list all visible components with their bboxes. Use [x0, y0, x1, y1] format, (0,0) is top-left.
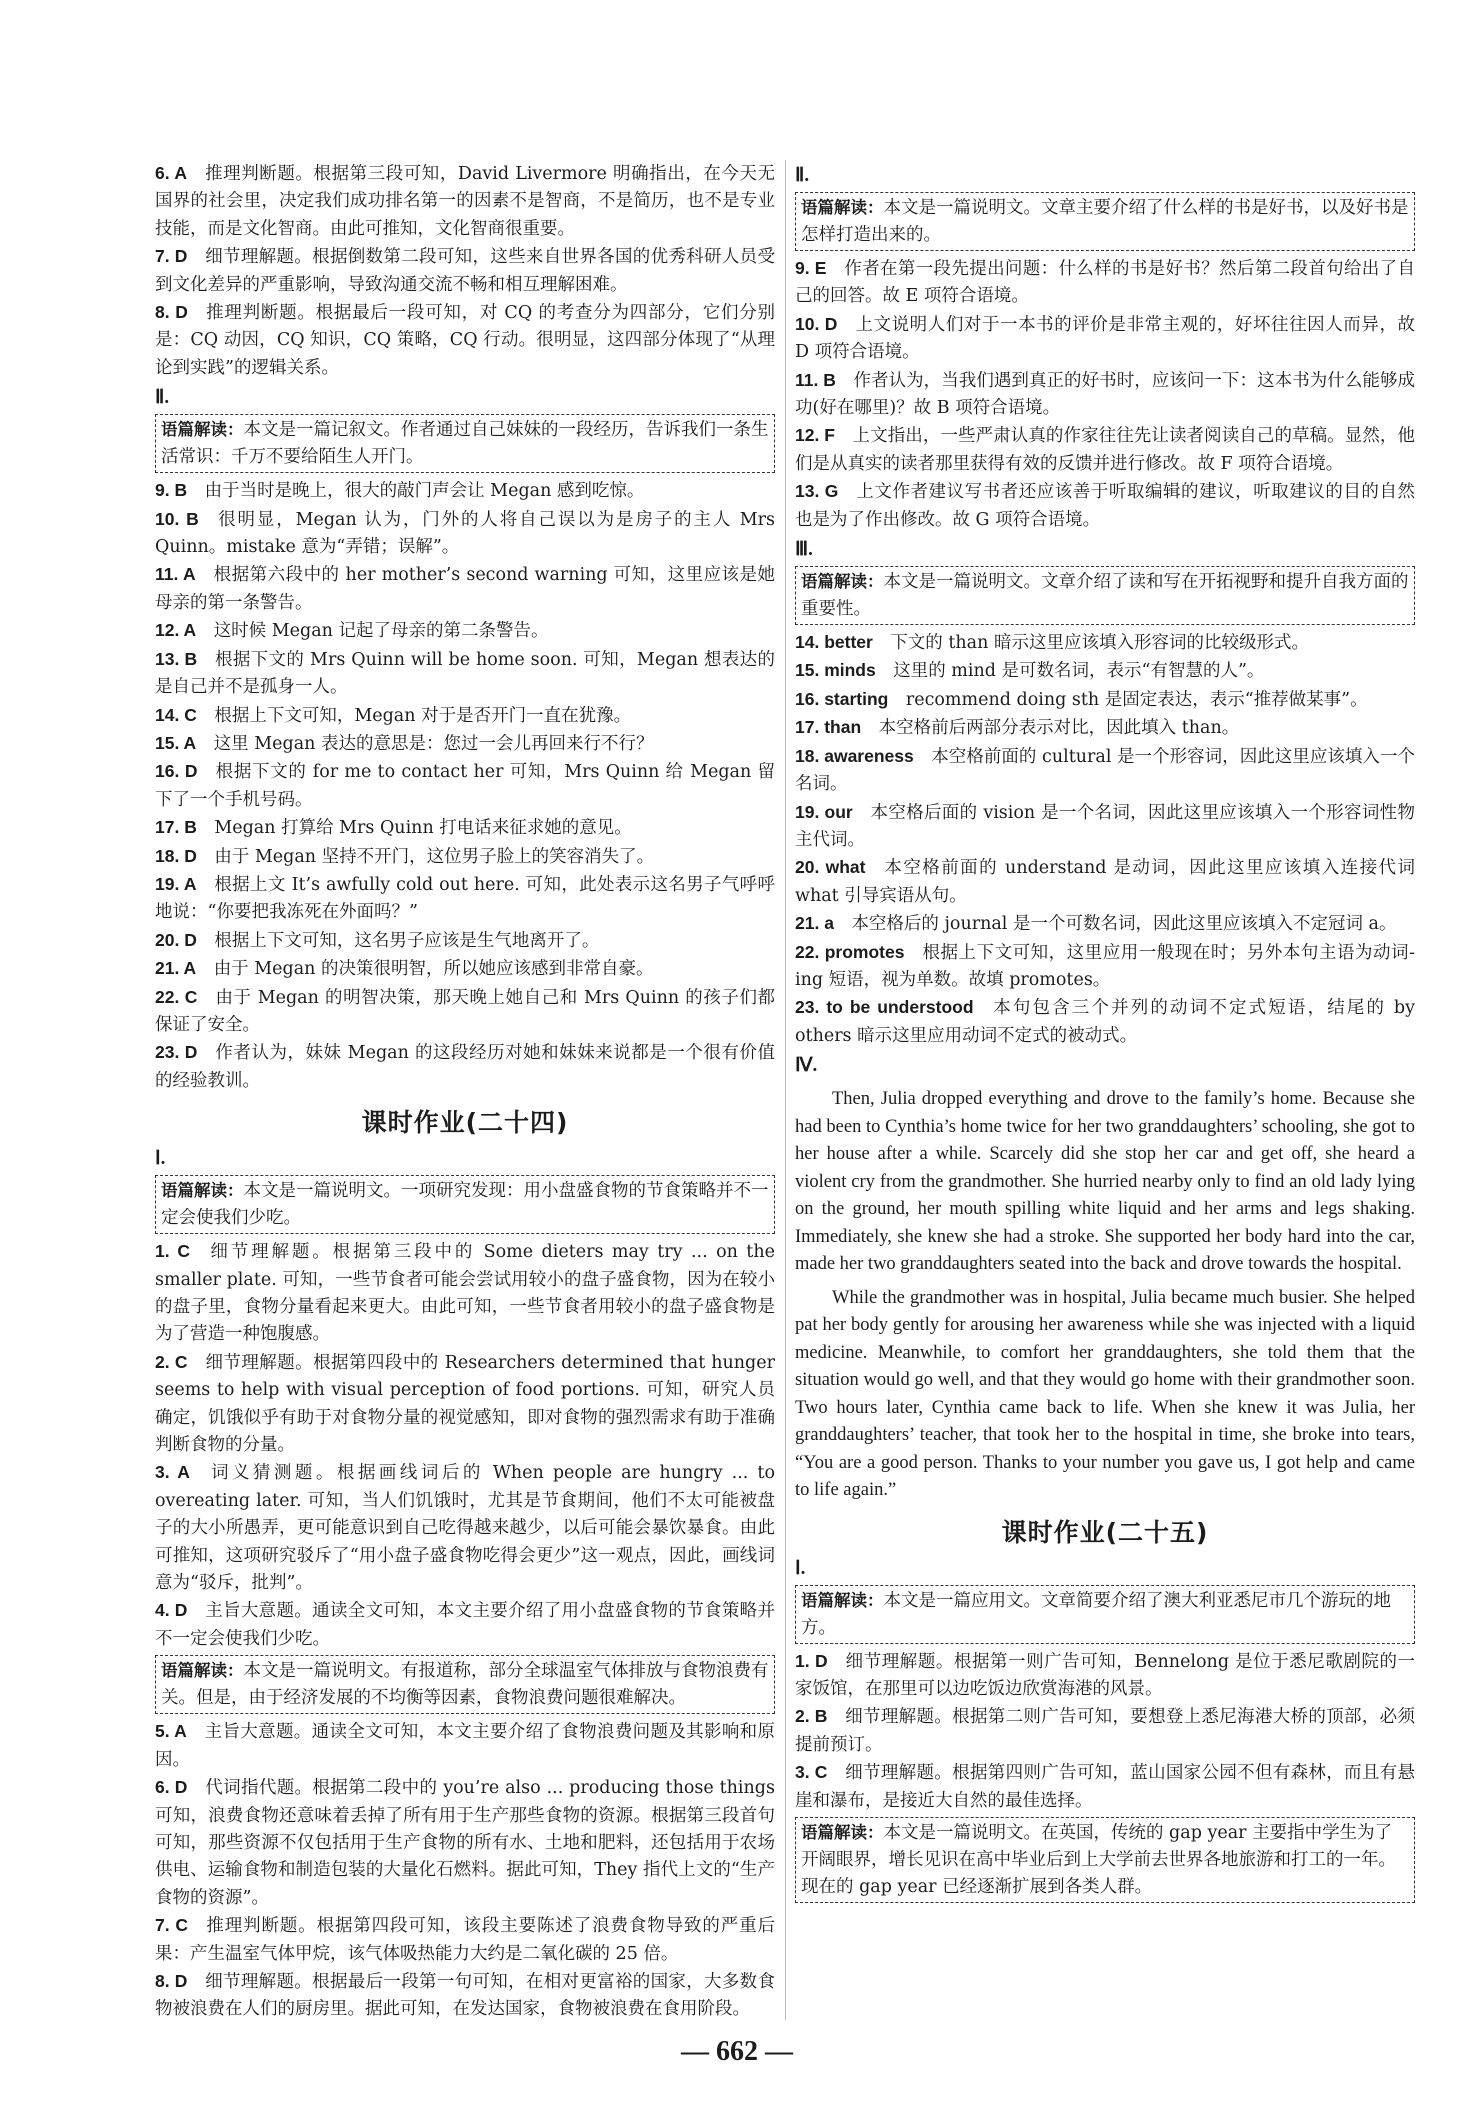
answer-item [795, 910, 1415, 938]
answer-key: 1. D [795, 1650, 828, 1671]
answer-explanation: 本空格后面的 vision 是一个名词，因此这里应该填入一个形容词性物主代词。 [795, 802, 1415, 850]
left-column [155, 160, 775, 2024]
answer-item [155, 1912, 775, 1968]
answer-explanation: 本空格前面的 understand 是动词，因此这里应该填入连接代词 what 引导宾语从句。 [795, 858, 1415, 906]
section-label: Ⅰ. [155, 1148, 166, 1170]
answer-item [155, 1774, 775, 1912]
answer-key: 14. better [795, 632, 873, 653]
answer-key: 4. D [155, 1600, 188, 1621]
answer-key: 16. D [155, 761, 198, 782]
answer-key: 19. A [155, 873, 197, 894]
answer-key: 10. B [155, 508, 199, 529]
answer-key: 6. A [155, 163, 188, 183]
answer-item [155, 955, 775, 983]
answer-explanation: 这时候 Megan 记起了母亲的第二条警告。 [213, 621, 549, 642]
answer-item [795, 478, 1415, 534]
answer-item [155, 758, 775, 814]
answer-item [795, 714, 1415, 742]
answer-explanation: 主旨大意题。通读全文可知，本文主要介绍了食物浪费问题及其影响和原因。 [155, 1722, 775, 1770]
reading-note-label: 语篇解读： [801, 1823, 884, 1843]
reading-note-label: 语篇解读： [161, 420, 244, 440]
answer-explanation: 本空格后的 journal 是一个可数名词，因此这里应该填入不定冠词 a。 [851, 914, 1397, 935]
answer-key: 2. C [155, 1351, 188, 1372]
answer-item [155, 1039, 775, 1095]
answer-item [155, 646, 775, 702]
answer-explanation: 这里的 mind 是可数名词，表示“有智慧的人”。 [893, 661, 1265, 682]
answer-explanation: 本句包含三个并列的动词不定式短语，结尾的 by others 暗示这里应用动词不定式的被动式。 [795, 998, 1415, 1046]
answer-item [795, 1759, 1415, 1815]
answer-explanation: 上文说明人们对于一本书的评价是非常主观的，好坏往往因人而异，故 D 项符合语境。 [795, 314, 1416, 363]
answer-item [795, 422, 1415, 478]
answer-key: 18. D [155, 845, 197, 866]
reading-note-text: 本文是一篇说明文。一项研究发现：用小盘盛食物的节食策略并不一定会使我们少吃。 [161, 1181, 769, 1229]
answer-key: 2. B [795, 1706, 828, 1727]
answer-item [155, 1718, 775, 1774]
answer-item [155, 299, 775, 382]
answer-item [155, 984, 775, 1040]
reading-note [155, 414, 775, 473]
answer-key: 6. D [155, 1777, 188, 1798]
answer-key: 17. than [795, 717, 862, 738]
answer-key: 21. A [155, 958, 197, 979]
answer-item [155, 243, 775, 299]
answer-explanation: 由于当时是晚上，很大的敲门声会让 Megan 感到吃惊。 [204, 481, 645, 502]
reading-note-text: 本文是一篇说明文。在英国，传统的 gap year 主要指中学生为了开阔眼界，增长见识在高中毕业后到上大学前去世界各地旅游和打工的一年。现在的 gap year 已经逐渐扩展到各类人群。 [801, 1823, 1396, 1898]
answer-key: 3. A [155, 1462, 190, 1483]
answer-explanation: 主旨大意题。通读全文可知，本文主要介绍了用小盘盛食物的节食策略并不一定会使我们少吃。 [155, 1601, 775, 1649]
answer-item [155, 730, 775, 758]
answer-key: 20. what [795, 857, 866, 878]
answer-explanation: 根据下文的 for me to contact her 可知，Mrs Quinn 给 Megan 留下了一个手机号码。 [155, 762, 775, 810]
answer-item [155, 1238, 775, 1349]
answer-key: 13. G [795, 481, 839, 502]
answer-item [795, 311, 1415, 367]
answer-explanation: 很明显，Megan 认为，门外的人将自己误以为是房子的主人 Mrs Quinn。mistake 意为“弄错；误解”。 [155, 509, 775, 558]
answer-item [155, 617, 775, 645]
answer-item [795, 629, 1415, 657]
answer-item [155, 1459, 775, 1597]
section-label: Ⅳ. [795, 1055, 818, 1077]
answer-item [795, 854, 1415, 910]
answer-key: 18. awareness [795, 745, 914, 766]
reading-note [795, 566, 1415, 625]
answer-key: 15. A [155, 732, 197, 753]
answer-explanation: 本空格前后两部分表示对比，因此填入 than。 [878, 718, 1240, 739]
answer-key: 11. A [155, 564, 196, 585]
answer-list [795, 1648, 1415, 1815]
answer-item [795, 657, 1415, 685]
answer-list [795, 629, 1415, 1050]
answer-item [155, 843, 775, 871]
answer-explanation: 细节理解题。根据第二则广告可知，要想登上悉尼海港大桥的顶部，必须提前预订。 [795, 1707, 1415, 1755]
answer-explanation: 作者认为，当我们遇到真正的好书时，应该问一下：这本书为什么能够成功(好在哪里)？故 B 项符合语境。 [795, 370, 1415, 419]
section-label: Ⅱ. [155, 387, 170, 409]
answer-item [795, 1648, 1415, 1704]
answer-list [155, 477, 775, 1095]
lesson-heading: 课时作业(二十五) [1001, 1517, 1209, 1547]
answer-key: 8. D [155, 302, 188, 323]
answer-explanation: 细节理解题。根据第一则广告可知，Bennelong 是位于悉尼歌剧院的一家饭馆，在那里可以边吃饭边欣赏海港的风景。 [795, 1651, 1415, 1700]
answer-explanation: 代词指代题。根据第二段中的 you’re also ... producing those things 可知，浪费食物还意味着丢掉了所有用于生产那些食物的资源。根据第三段首句可知，那些资源不仅包括用于生产食物的所有水、土地和肥料，还包括用于农场供电、运输食物和制造包装的大量化石燃料。据此可知，They 指代上文的“生产食物的资源”。 [155, 1778, 775, 1908]
answer-item [155, 1349, 775, 1460]
answer-key: 11. B [795, 369, 836, 390]
answer-item [155, 160, 775, 243]
answer-item [795, 1703, 1415, 1759]
answer-explanation: 根据第六段中的 her mother’s second warning 可知，这里应该是她母亲的第一条警告。 [155, 565, 775, 613]
answer-item [155, 814, 775, 842]
answer-explanation: 细节理解题。根据第四段中的 Researchers determined that hunger seems to help with visual perception of food portions. 可知，研究人员确定，饥饿似乎有助于对食物分量的视觉感知，即对食物的强烈需求有助于准确判断食物的分量。 [155, 1352, 775, 1456]
answer-explanation: 词义猜测题。根据画线词后的 When people are hungry ... to overeating later. 可知，当人们饥饿时，尤其是节食期间，他们不太可能被盘子的大小所愚弄，更可能意识到自己吃得越来越少，以后可能会暴饮暴食。由此可推知，这项研究驳斥了“用小盘子盛食物吃得会更少”这一观点，因此，画线词意为“驳斥，批判”。 [155, 1463, 775, 1594]
answer-key: 22. promotes [795, 941, 905, 962]
section-label: Ⅰ. [795, 1557, 806, 1579]
reading-note-text: 本文是一篇记叙文。作者通过自己妹妹的一段经历，告诉我们一条生活常识：千万不要给陌生人开门。 [161, 420, 769, 468]
answer-key: 20. D [155, 929, 197, 950]
answer-key: 19. our [795, 801, 853, 822]
page-number: — 662 — [681, 2036, 793, 2067]
answer-explanation: 上文作者建议写书者还应该善于听取编辑的建议，听取建议的目的自然也是为了作出修改。故 G 项符合语境。 [795, 482, 1415, 530]
answer-key: 8. D [155, 1970, 188, 1991]
answer-explanation: 作者在第一段先提出问题：什么样的书是好书？然后第二段首句给出了自己的回答。故 E 项符合语境。 [795, 259, 1415, 307]
answer-item [795, 743, 1415, 799]
answer-key: 23. D [155, 1042, 198, 1063]
answer-key: 7. C [155, 1915, 188, 1936]
answer-key: 14. C [155, 704, 197, 725]
continuation-paragraph: Then, Julia dropped everything and drove to the family’s home. Because she had been to Cynthia’s home twice for her two granddaughters’ schooling, she got to her house after a while. Scarcely did she stop her car and get off, she heard a violent cry from the grandmother. She hurried nearby only to find an old lady lying on the ground, her mouth spilling white liquid and her arms and legs shaking. Immediately, she knew she had a stroke. She supported her body hard into the car, made her two granddaughters seated into the back and drove towards the hospital. [795, 1089, 1415, 1275]
answer-key: 12. F [795, 425, 835, 446]
answer-explanation: 细节理解题。根据最后一段第一句可知，在相对更富裕的国家，大多数食物被浪费在人们的厨房里。据此可知，在发达国家，食物被浪费在食用阶段。 [155, 1971, 775, 2020]
answer-explanation: 由于 Megan 的决策很明智，所以她应该感到非常自豪。 [213, 959, 654, 980]
answer-explanation: 根据上文 It’s awfully cold out here. 可知，此处表示这名男子气呼呼地说：“你要把我冻死在外面吗？” [155, 874, 775, 923]
answer-item [795, 939, 1415, 995]
answer-key: 17. B [155, 817, 197, 838]
reading-note-text: 本文是一篇说明文。文章主要介绍了什么样的书是好书，以及好书是怎样打造出来的。 [801, 198, 1409, 245]
reading-note-label: 语篇解读： [801, 572, 884, 592]
answer-key: 7. D [155, 246, 188, 267]
reading-note [795, 1585, 1415, 1644]
answer-explanation: 根据上下文可知，这里应用一般现在时；另外本句主语为动词-ing 短语，视为单数。故填 promotes。 [795, 942, 1415, 990]
right-column [795, 160, 1415, 1907]
answer-key: 13. B [155, 648, 198, 669]
answer-explanation: 这里 Megan 表达的意思是：您过一会儿再回来行不行？ [213, 733, 654, 754]
lesson-heading: 课时作业(二十四) [361, 1108, 569, 1138]
answer-list [795, 255, 1415, 534]
section-label: Ⅲ. [795, 539, 813, 561]
answer-key: 12. A [155, 620, 197, 641]
answer-item [155, 871, 775, 927]
answer-item [155, 702, 775, 730]
answer-item [155, 561, 775, 617]
answer-key: 10. D [795, 313, 838, 334]
answer-item [795, 367, 1415, 423]
answer-item [795, 799, 1415, 855]
answer-explanation: 由于 Megan 坚持不开门，这位男子脸上的笑容消失了。 [214, 846, 655, 867]
answer-explanation: 由于 Megan 的明智决策，那天晚上她自己和 Mrs Quinn 的孩子们都保证了安全。 [155, 987, 776, 1035]
answer-explanation: 细节理解题。根据倒数第二段可知，这些来自世界各国的优秀科研人员受到文化差异的严重影响，导致沟通交流不畅和相互理解困难。 [155, 247, 775, 295]
reading-note-text: 本文是一篇应用文。文章简要介绍了澳大利亚悉尼市几个游玩的地方。 [801, 1590, 1391, 1638]
answer-explanation: 细节理解题。根据第三段中的 Some dieters may try ... on the smaller plate. 可知，一些节食者可能会尝试用较小的盘子盛食物，因为在较小的盘子里，食物分量看起来更大。由此可知，一些节食者用较小的盘子盛食物是为了营造一种饱腹感。 [155, 1242, 775, 1345]
answer-key: 5. A [155, 1721, 187, 1742]
answer-item [155, 506, 775, 562]
answer-key: 1. C [155, 1241, 190, 1262]
answer-explanation: 根据上下文可知，这名男子应该是生气地离开了。 [214, 930, 600, 951]
answer-explanation: 下文的 than 暗示这里应该填入形容词的比较级形式。 [890, 633, 1309, 654]
answer-explanation: 本空格前面的 cultural 是一个形容词，因此这里应该填入一个名词。 [795, 746, 1415, 795]
answer-key: 15. minds [795, 660, 876, 681]
continuation-paragraph: While the grandmother was in hospital, Julia became much busier. She helped pat her body gently for arousing her awareness while she was injected with a liquid medicine. Meanwhile, to comfort her granddaughters, she told them that the situation would go well, and that they would go home with their grandmother soon. Two hours later, Cynthia came back to life. When she knew it was Julia, her granddaughters’ teacher, that took her to the hospital in time, she broke into tears, “You are a good person. Thanks to your number you gave us, I got help and came to life again.” [795, 1287, 1415, 1501]
answer-explanation: Megan 打算给 Mrs Quinn 打电话来征求她的意见。 [214, 818, 632, 839]
answer-key: 3. C [795, 1762, 828, 1783]
reading-note [795, 192, 1415, 251]
answer-key: 23. to be understood [795, 997, 974, 1018]
answer-list [155, 160, 775, 382]
answer-list [155, 1718, 775, 2023]
reading-note-label: 语篇解读： [801, 1590, 884, 1610]
answer-explanation: 根据上下文可知，Megan 对于是否开门一直在犹豫。 [214, 705, 632, 726]
reading-note-text: 本文是一篇说明文。有报道称，部分全球温室气体排放与食物浪费有关。但是，由于经济发展的不均衡等因素，食物浪费问题很难解决。 [161, 1661, 769, 1709]
answer-explanation: 推理判断题。根据第三段可知，David Livermore 明确指出，在今天无国界的社会里，决定我们成功排名第一的因素不是智商，不是简历，也不是专业技能，而是文化智商。由此可推知，文化智商很重要。 [155, 164, 776, 239]
answer-explanation: 推理判断题。根据最后一段可知，对 CQ 的考查分为四部分，它们分别是：CQ 动因，CQ 知识，CQ 策略，CQ 行动。很明显，这四部分体现了“从理论到实践”的逻辑关系。 [155, 303, 775, 378]
section-label: Ⅱ. [795, 165, 810, 186]
reading-note-label: 语篇解读： [161, 1181, 244, 1201]
reading-note [155, 1175, 775, 1234]
reading-note [795, 1817, 1415, 1903]
answer-item [155, 477, 775, 505]
answer-item [155, 1968, 775, 2024]
answer-key: 21. a [795, 913, 834, 934]
column-divider [785, 160, 786, 2020]
answer-explanation: recommend doing sth 是固定表达，表示“推荐做某事”。 [905, 689, 1368, 710]
reading-note-label: 语篇解读： [801, 198, 884, 217]
answer-item [795, 994, 1415, 1050]
answer-key: 22. C [155, 986, 198, 1007]
answer-key: 9. B [155, 480, 188, 501]
answer-explanation: 上文指出，一些严肃认真的作家往往先让读者阅读自己的草稿。显然，他们是从真实的读者那里获得有效的反馈并进行修改。故 F 项符合语境。 [795, 426, 1415, 474]
answer-item [155, 1597, 775, 1653]
reading-note-text: 本文是一篇说明文。文章介绍了读和写在开拓视野和提升自我方面的重要性。 [801, 572, 1409, 620]
answer-key: 9. E [795, 258, 827, 278]
answer-key: 16. starting [795, 688, 889, 709]
answer-item [795, 255, 1415, 311]
answer-item [155, 927, 775, 955]
answer-explanation: 根据下文的 Mrs Quinn will be home soon. 可知，Megan 想表达的是自己并不是孤身一人。 [155, 649, 775, 698]
reading-note-label: 语篇解读： [161, 1661, 244, 1681]
answer-item [795, 686, 1415, 714]
reading-note [155, 1655, 775, 1714]
answer-explanation: 细节理解题。根据第四则广告可知，蓝山国家公园不但有森林，而且有悬崖和瀑布，是接近大自然的最佳选择。 [795, 1763, 1415, 1811]
answer-explanation: 推理判断题。根据第四段可知，该段主要陈述了浪费食物导致的严重后果：产生温室气体甲烷，该气体吸热能力大约是二氧化碳的 25 倍。 [155, 1916, 775, 1964]
answer-list [155, 1238, 775, 1653]
answer-explanation: 作者认为，妹妹 Megan 的这段经历对她和妹妹来说都是一个很有价值的经验教训。 [155, 1043, 775, 1091]
